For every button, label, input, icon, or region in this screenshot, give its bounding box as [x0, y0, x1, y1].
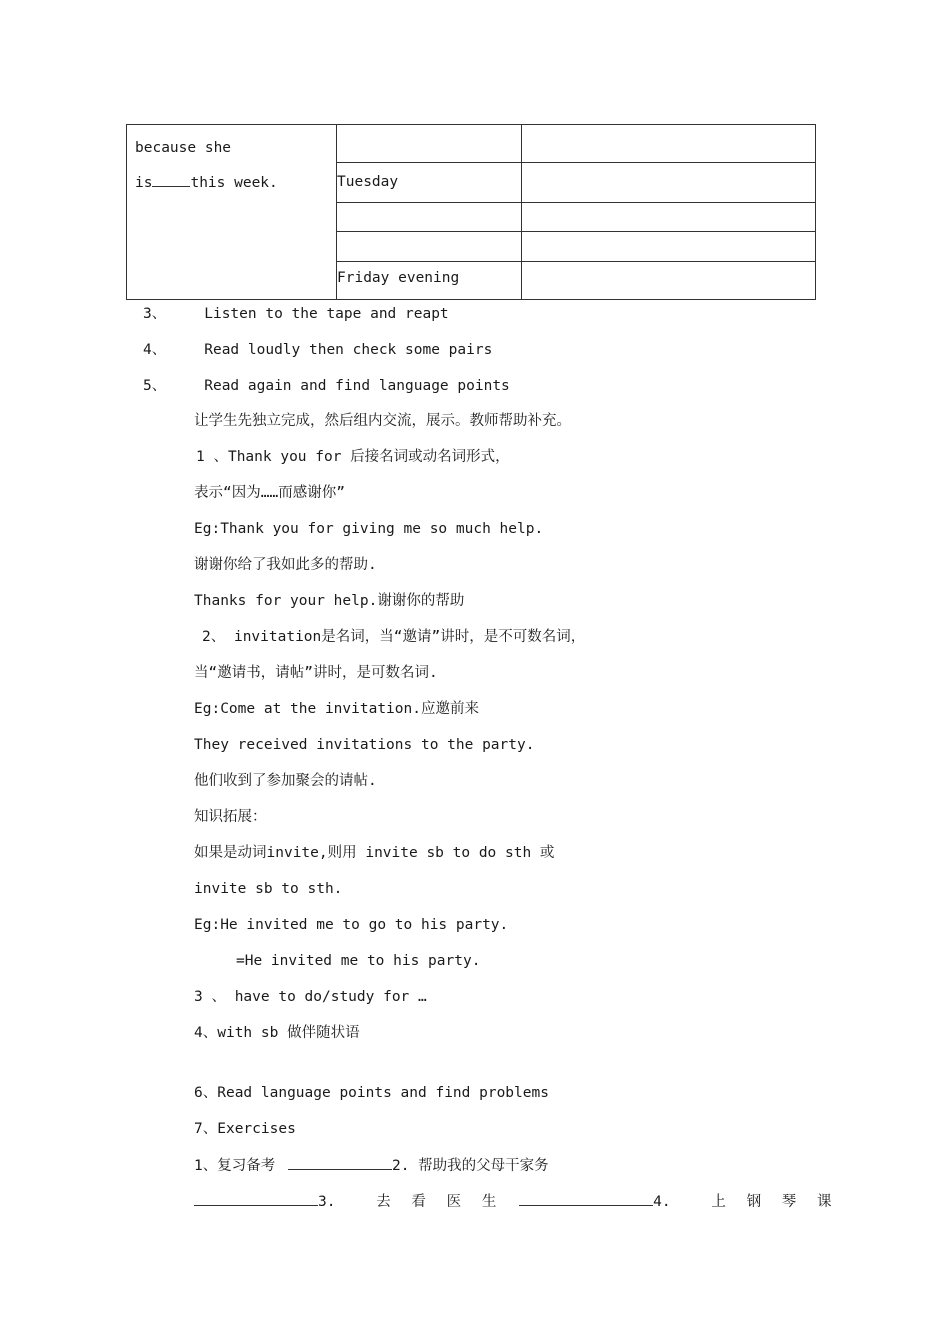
table-day-cell: Tuesday: [337, 163, 522, 203]
expand-example: Eg:He invited me to go to his party.: [194, 917, 509, 933]
step-5: 5、 Read again and find language points: [143, 378, 510, 394]
table-day-cell: Friday evening: [337, 262, 522, 300]
point-1-title: 1 、Thank you for 后接名词或动名词形式，: [196, 449, 510, 465]
table-activity-cell: [522, 125, 816, 163]
exercise-3-text: 去 看 医 生: [376, 1194, 503, 1210]
table-day-cell: [337, 125, 522, 163]
table-activity-cell: [522, 203, 816, 232]
blank-field: [152, 172, 190, 187]
exercise-3-blank[interactable]: [519, 1191, 653, 1206]
exercise-1-blank[interactable]: [288, 1155, 392, 1170]
exercise-4-label: 4.: [653, 1194, 671, 1210]
point-2-example-cn: 他们收到了参加聚会的请帖.: [194, 773, 377, 789]
point-2-example: Eg:Come at the invitation.应邀前来: [194, 701, 479, 717]
point-2-title: 2、 invitation是名词，当“邀请”讲时，是不可数名词，: [202, 629, 586, 645]
left-text-line1: because she: [135, 140, 232, 156]
schedule-table: [126, 124, 816, 300]
table-day-cell: [337, 203, 522, 232]
step-6: 6、Read language points and find problems: [194, 1085, 549, 1101]
exercise-3-label: 3.: [318, 1194, 336, 1210]
point-3: 3 、 have to do/study for …: [194, 989, 427, 1005]
left-text-line2: is this week.: [135, 166, 328, 201]
table-day-cell: [337, 232, 522, 262]
step-4: 4、 Read loudly then check some pairs: [143, 342, 493, 358]
point-2-cont: 当“邀请书，请帖”讲时，是可数名词.: [194, 665, 438, 681]
point-1-meaning: 表示“因为……而感谢你”: [194, 485, 345, 501]
point-4: 4、with sb 做伴随状语: [194, 1025, 360, 1041]
exercise-1-label: 1、复习备考: [194, 1158, 276, 1174]
exercise-2-blank[interactable]: [194, 1191, 318, 1206]
point-1-example: Eg:Thank you for giving me so much help.: [194, 521, 544, 537]
expand-title: 知识拓展：: [194, 809, 267, 825]
point-1-example-2: Thanks for your help.谢谢你的帮助: [194, 593, 465, 609]
table-activity-cell: [522, 163, 816, 203]
table-left-cell: [127, 125, 337, 300]
exercise-2-label: 2. 帮助我的父母干家务: [391, 1158, 549, 1174]
expand-line-1: 如果是动词invite,则用 invite sb to do sth 或: [194, 845, 555, 861]
point-1-example-cn: 谢谢你给了我如此多的帮助.: [194, 557, 377, 573]
point-2-example-2: They received invitations to the party.: [194, 737, 535, 753]
step-7: 7、Exercises: [194, 1121, 296, 1137]
expand-example-2: =He invited me to his party.: [236, 953, 481, 969]
table-activity-cell: [522, 262, 816, 300]
expand-line-2: invite sb to sth.: [194, 881, 343, 897]
step-3: 3、 Listen to the tape and reapt: [143, 306, 449, 322]
exercise-line-1: [194, 1155, 549, 1176]
table-activity-cell: [522, 232, 816, 262]
exercise-line-2: [194, 1191, 838, 1212]
exercise-4-text: 上 钢 琴 课: [711, 1194, 838, 1210]
intro-text: 让学生先独立完成，然后组内交流，展示。教师帮助补充。: [194, 413, 571, 429]
